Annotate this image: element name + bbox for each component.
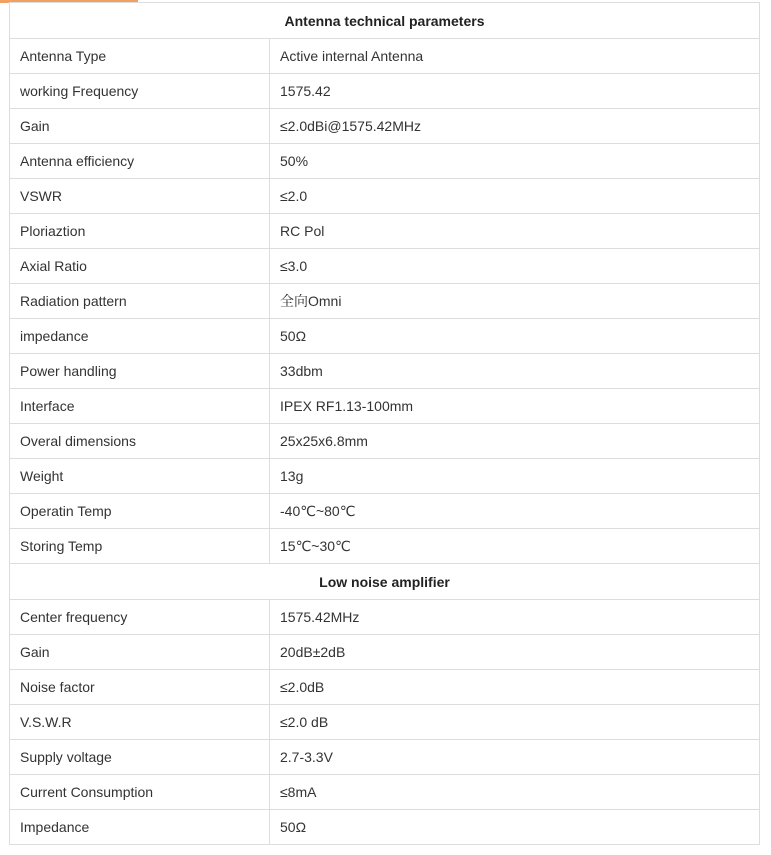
row-label: Center frequency	[10, 600, 270, 635]
row-label: Ploriaztion	[10, 214, 270, 249]
table-row	[10, 635, 760, 670]
row-label: impedance	[10, 319, 270, 354]
table-row	[10, 424, 760, 459]
row-label: Radiation pattern	[10, 284, 270, 319]
table-row	[10, 109, 760, 144]
row-value: 1575.42	[270, 74, 760, 109]
row-label: Current Consumption	[10, 775, 270, 810]
row-value: 15℃~30℃	[270, 529, 760, 564]
table-row	[10, 214, 760, 249]
row-value: 50Ω	[270, 319, 760, 354]
row-value: ≤2.0	[270, 179, 760, 214]
row-label: Power handling	[10, 354, 270, 389]
table-row	[10, 494, 760, 529]
table-row	[10, 249, 760, 284]
table-row	[10, 670, 760, 705]
section-header-row	[10, 3, 760, 39]
row-label: Overal dimensions	[10, 424, 270, 459]
table-row	[10, 39, 760, 74]
table-row	[10, 284, 760, 319]
row-label: Interface	[10, 389, 270, 424]
spec-table	[9, 2, 760, 845]
row-label: working Frequency	[10, 74, 270, 109]
row-label: Noise factor	[10, 670, 270, 705]
row-label: Supply voltage	[10, 740, 270, 775]
row-value: 全向Omni	[270, 284, 760, 319]
row-value: ≤2.0 dB	[270, 705, 760, 740]
row-label: Weight	[10, 459, 270, 494]
row-label: Axial Ratio	[10, 249, 270, 284]
row-value: IPEX RF1.13-100mm	[270, 389, 760, 424]
table-row	[10, 529, 760, 564]
row-value: ≤8mA	[270, 775, 760, 810]
row-value: 25x25x6.8mm	[270, 424, 760, 459]
table-row	[10, 740, 760, 775]
section-title-lna: Low noise amplifier	[10, 564, 760, 600]
table-row	[10, 600, 760, 635]
row-value: 1575.42MHz	[270, 600, 760, 635]
table-row	[10, 319, 760, 354]
table-row	[10, 705, 760, 740]
row-label: Impedance	[10, 810, 270, 845]
section-title-antenna: Antenna technical parameters	[10, 3, 760, 39]
table-row	[10, 354, 760, 389]
row-value: 2.7-3.3V	[270, 740, 760, 775]
row-value: 33dbm	[270, 354, 760, 389]
row-label: Gain	[10, 109, 270, 144]
row-value: Active internal Antenna	[270, 39, 760, 74]
row-value: ≤2.0dB	[270, 670, 760, 705]
row-value: 50%	[270, 144, 760, 179]
section-header-row	[10, 564, 760, 600]
table-row	[10, 74, 760, 109]
row-label: V.S.W.R	[10, 705, 270, 740]
row-value: 50Ω	[270, 810, 760, 845]
table-row	[10, 179, 760, 214]
row-label: Storing Temp	[10, 529, 270, 564]
row-label: Operatin Temp	[10, 494, 270, 529]
table-row	[10, 810, 760, 845]
table-row	[10, 389, 760, 424]
table-row	[10, 775, 760, 810]
row-value: -40℃~80℃	[270, 494, 760, 529]
row-value: ≤3.0	[270, 249, 760, 284]
row-label: VSWR	[10, 179, 270, 214]
spec-table-body	[10, 3, 760, 845]
row-value: ≤2.0dBi@1575.42MHz	[270, 109, 760, 144]
row-label: Gain	[10, 635, 270, 670]
table-row	[10, 144, 760, 179]
row-value: 13g	[270, 459, 760, 494]
row-label: Antenna Type	[10, 39, 270, 74]
row-value: 20dB±2dB	[270, 635, 760, 670]
table-row	[10, 459, 760, 494]
row-label: Antenna efficiency	[10, 144, 270, 179]
row-value: RC Pol	[270, 214, 760, 249]
